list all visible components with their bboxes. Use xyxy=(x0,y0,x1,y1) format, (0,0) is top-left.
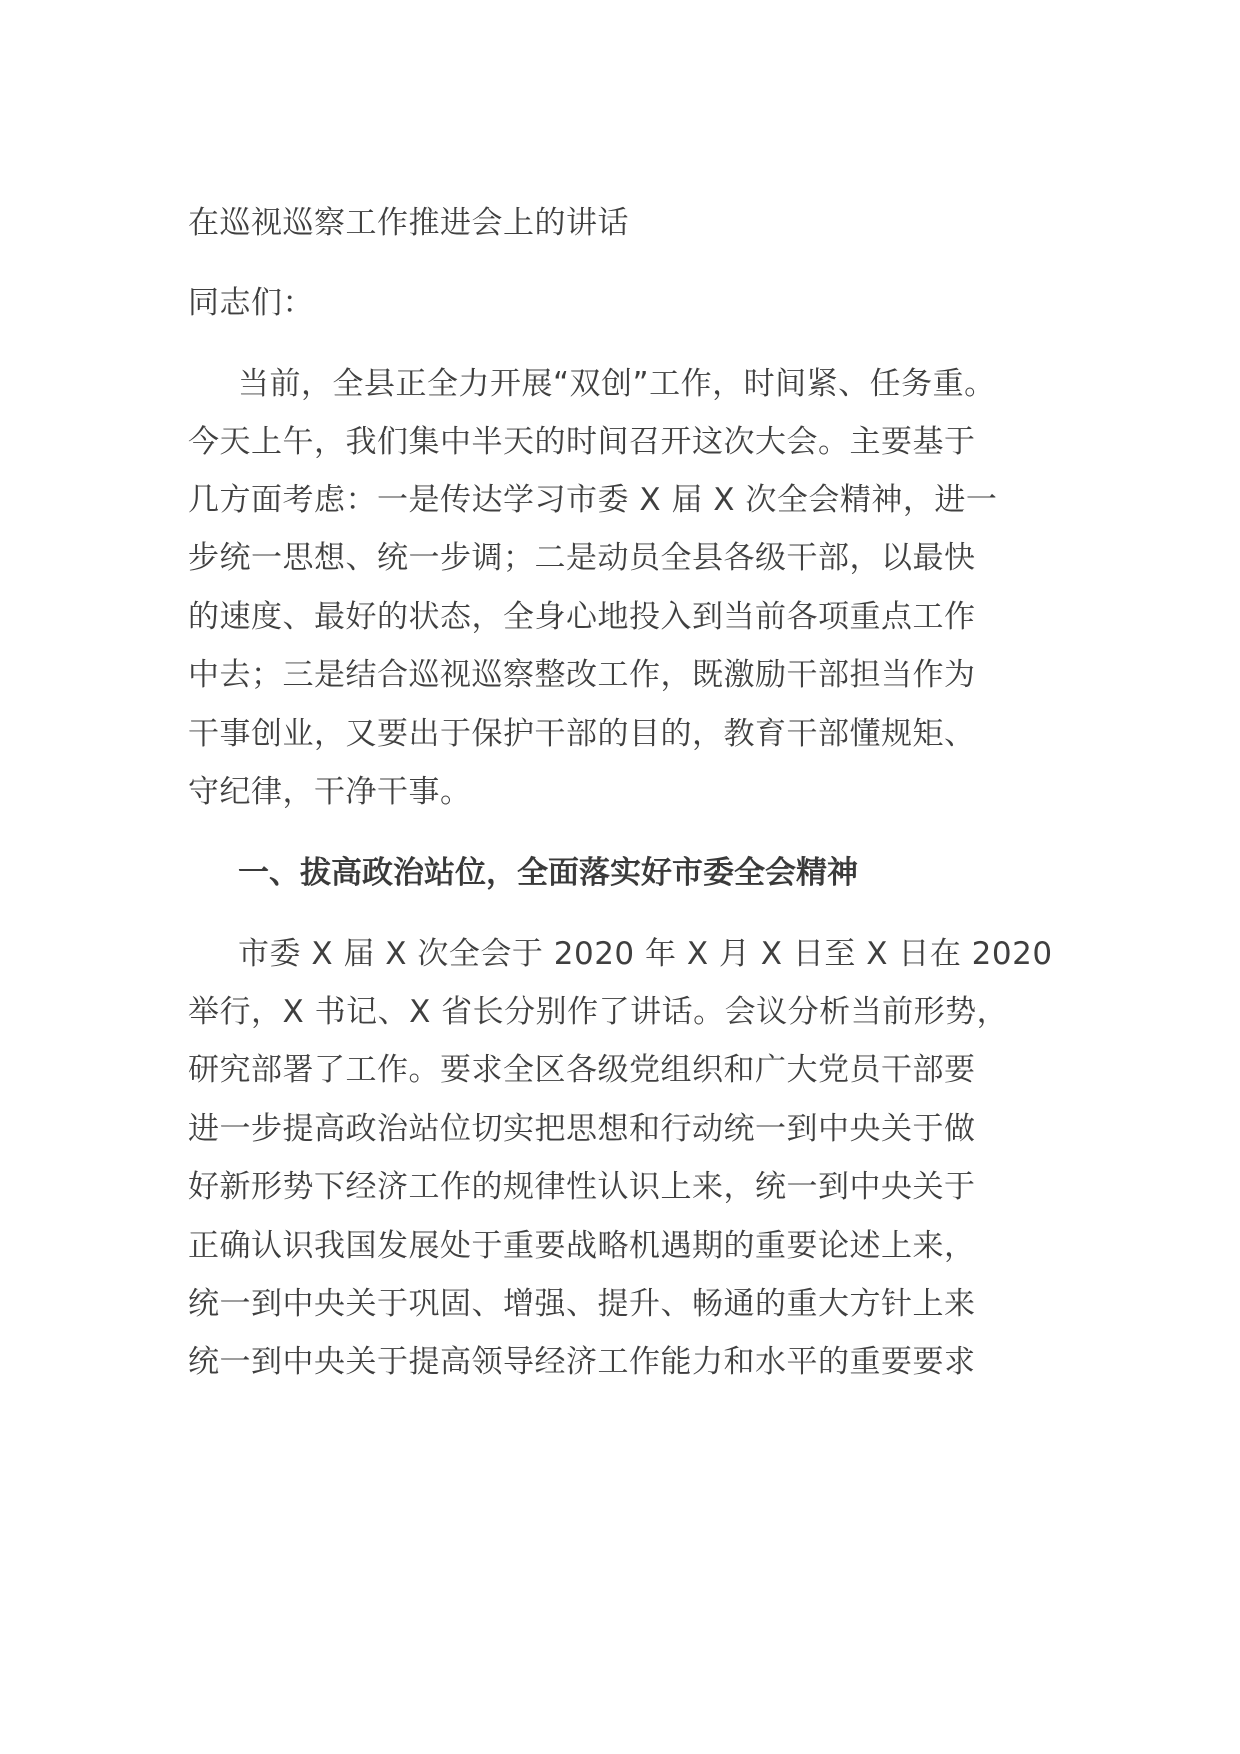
paragraph-line: 研究部署了工作。要求全区各级党组织和广大党员干部要 xyxy=(188,1052,976,1088)
paragraph-line: 好新形势下经济工作的规律性认识上来，统一到中央关于 xyxy=(188,1169,976,1205)
paragraph-line: 进一步提高政治站位切实把思想和行动统一到中央关于做 xyxy=(188,1111,976,1147)
paragraph-line: 当前，全县正全力开展“双创”工作，时间紧、任务重。 xyxy=(238,366,996,402)
paragraph-line: 统一到中央关于巩固、增强、提升、畅通的重大方针上来 xyxy=(188,1286,976,1322)
paragraph-line: 干事创业，又要出于保护干部的目的，教育干部懂规矩、 xyxy=(188,716,976,752)
paragraph-line: 中去；三是结合巡视巡察整改工作，既激励干部担当作为 xyxy=(188,657,976,693)
paragraph-line: 守纪律，干净干事。 xyxy=(188,774,472,810)
paragraph-line: 正确认识我国发展处于重要战略机遇期的重要论述上来， xyxy=(188,1228,976,1264)
paragraph-line: 市委 X 届 X 次全会于 2020 年 X 月 X 日至 X 日在 2020 xyxy=(238,936,1053,972)
salutation: 同志们： xyxy=(188,285,314,321)
section-heading: 一、拔高政治站位，全面落实好市委全会精神 xyxy=(238,855,858,891)
paragraph-line: 今天上午，我们集中半天的时间召开这次大会。主要基于 xyxy=(188,424,976,460)
paragraph-line: 步统一思想、统一步调；二是动员全县各级干部，以最快 xyxy=(188,540,976,576)
paragraph-line: 统一到中央关于提高领导经济工作能力和水平的重要要求 xyxy=(188,1344,976,1380)
paragraph-line: 的速度、最好的状态，全身心地投入到当前各项重点工作 xyxy=(188,599,976,635)
paragraph-line: 举行，X 书记、X 省长分别作了讲话。会议分析当前形势， xyxy=(188,994,1009,1030)
paragraph-line: 几方面考虑：一是传达学习市委 X 届 X 次全会精神，进一 xyxy=(188,482,998,518)
document-title: 在巡视巡察工作推进会上的讲话 xyxy=(188,205,629,241)
